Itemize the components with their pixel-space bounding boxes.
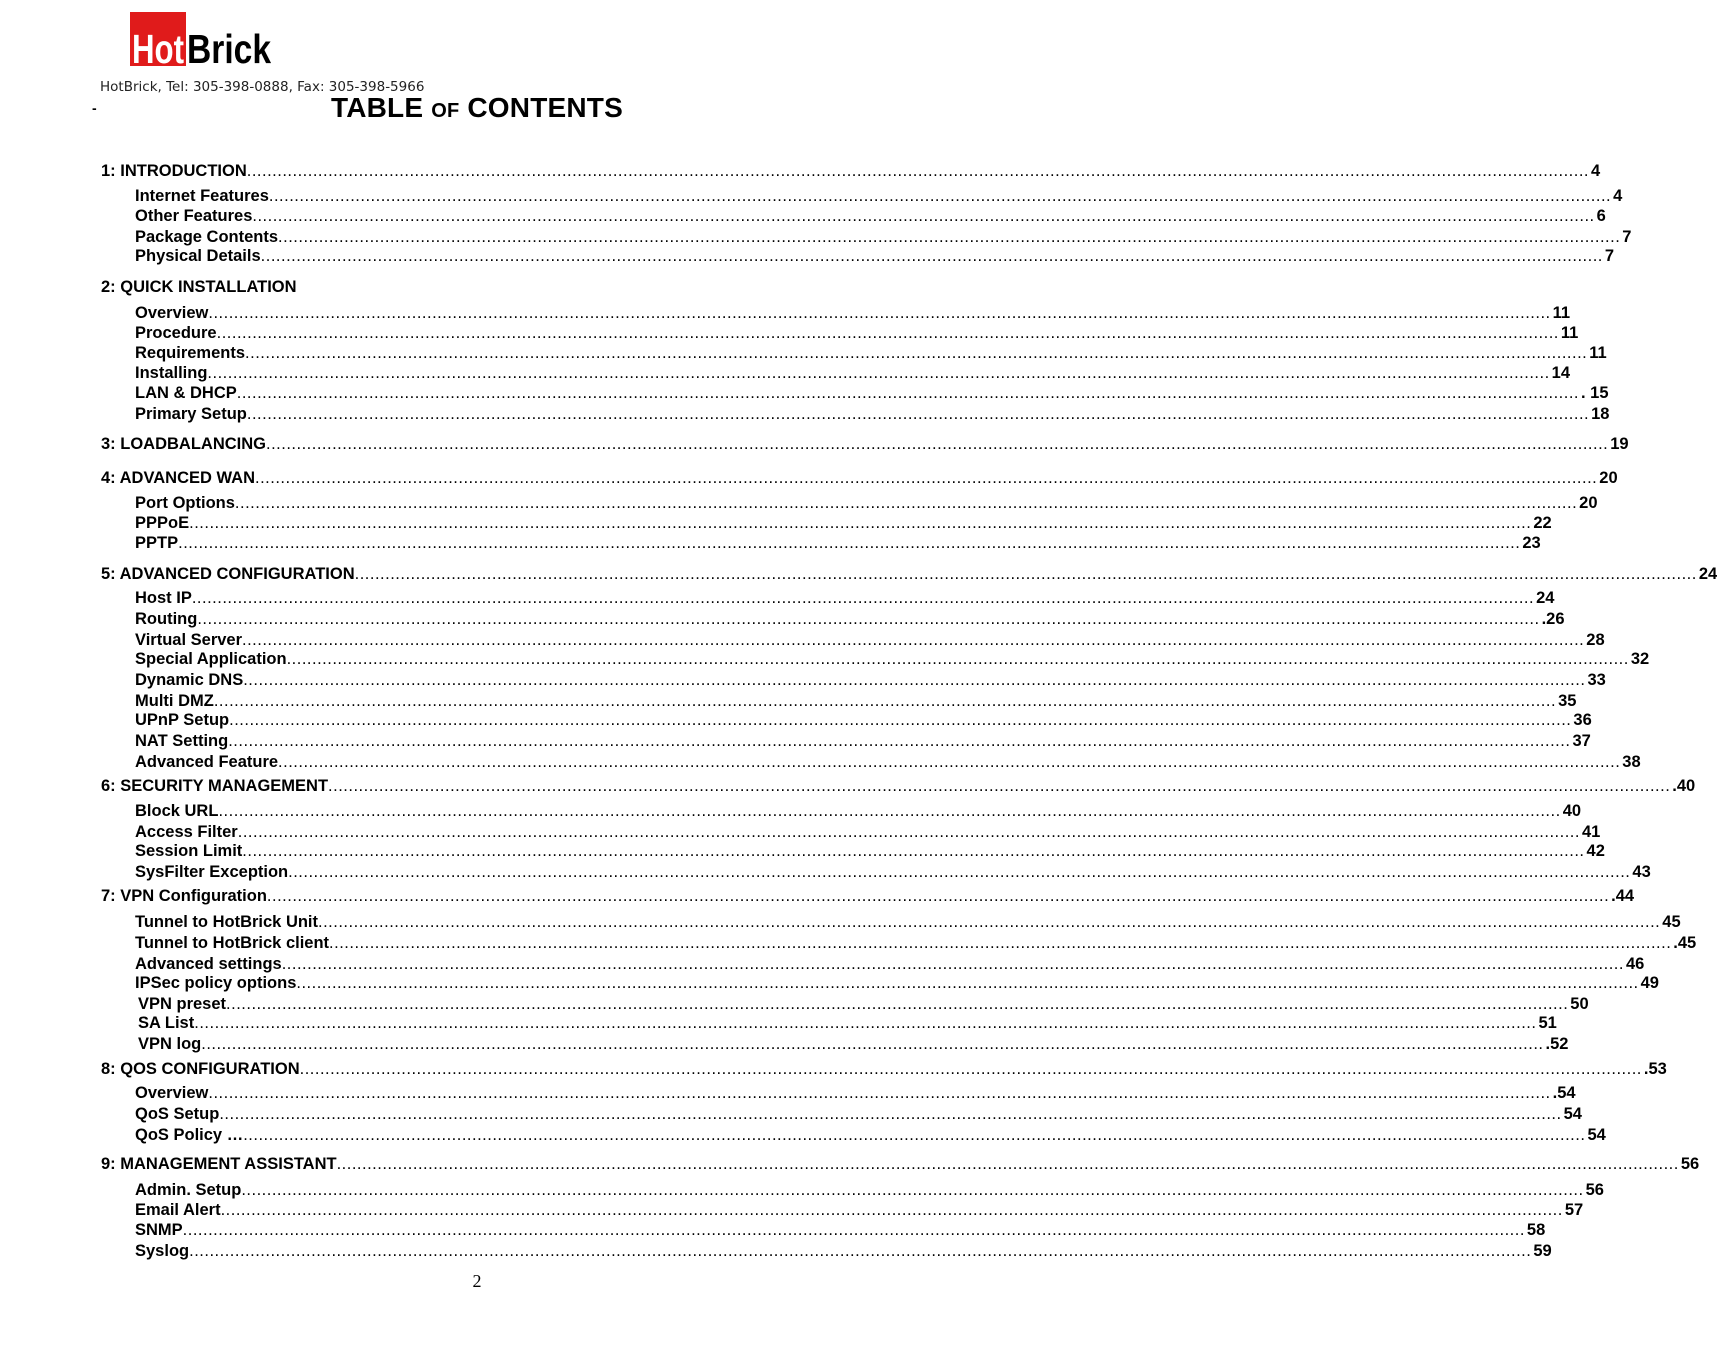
toc-section-entry[interactable] <box>135 1241 1552 1261</box>
toc-section-entry[interactable] <box>135 1104 1582 1124</box>
toc-entry-label: LAN & DHCP <box>135 384 237 402</box>
toc-entry-label: NAT Setting <box>135 732 229 750</box>
toc-section-entry[interactable] <box>138 1034 1569 1054</box>
toc-dot-leader <box>183 1220 1525 1240</box>
toc-section-entry[interactable] <box>135 630 1605 650</box>
toc-chapter-entry[interactable] <box>101 277 313 297</box>
toc-entry-page: .44 <box>1611 887 1635 905</box>
toc-dot-leader <box>355 564 1697 584</box>
toc-entry-label: 4: ADVANCED WAN <box>101 469 256 487</box>
toc-entry-label: Package Contents <box>135 228 279 246</box>
toc-section-entry[interactable] <box>135 186 1623 206</box>
toc-dot-leader <box>328 776 1670 796</box>
toc-entry-label: Other Features <box>135 207 253 225</box>
toc-entry-page: 11 <box>1552 304 1571 322</box>
toc-dot-leader <box>242 841 1584 861</box>
toc-section-entry[interactable] <box>135 246 1615 266</box>
toc-dot-leader <box>243 670 1585 690</box>
toc-entry-label: Requirements <box>135 344 246 362</box>
toc-section-entry[interactable] <box>135 343 1607 363</box>
toc-entry-page: 56 <box>1585 1181 1604 1199</box>
toc-dot-leader <box>229 710 1571 730</box>
contact-line: HotBrick, Tel: 305-398-0888, Fax: 305-398-5966 <box>100 79 425 95</box>
toc-section-entry[interactable] <box>135 841 1605 861</box>
toc-section-entry[interactable] <box>135 363 1571 383</box>
toc-dot-leader <box>287 649 1629 669</box>
toc-entry-label: VPN log <box>138 1035 202 1053</box>
toc-entry-label: SysFilter Exception <box>135 863 289 881</box>
toc-entry-page: 56 <box>1680 1155 1700 1173</box>
toc-dot-leader <box>266 434 1608 454</box>
toc-entry-label: 7: VPN Configuration <box>101 887 267 905</box>
toc-entry-label: PPPoE <box>135 514 190 532</box>
toc-entry-label: Tunnel to HotBrick client <box>135 934 330 952</box>
toc-section-entry[interactable] <box>135 649 1650 669</box>
toc-chapter-entry[interactable] <box>101 776 1696 796</box>
toc-entry-label: Syslog <box>135 1242 190 1260</box>
toc-entry-label: Block URL <box>135 802 219 820</box>
toc-entry-page: 7 <box>1604 247 1615 265</box>
toc-dot-leader <box>267 886 1609 906</box>
logo-text-hot: Hot <box>132 26 185 72</box>
toc-entry-label: Overview <box>135 304 209 322</box>
toc-entry-label: Installing <box>135 364 208 382</box>
toc-entry-label: PPTP <box>135 534 179 552</box>
toc-section-entry[interactable] <box>135 323 1579 343</box>
toc-dot-leader <box>214 691 1556 711</box>
toc-entry-page: 4 <box>1591 162 1601 180</box>
toc-entry-label: SA List <box>138 1014 195 1032</box>
toc-dot-leader <box>278 752 1620 772</box>
toc-section-entry[interactable] <box>138 994 1589 1014</box>
toc-section-entry[interactable] <box>138 1013 1557 1033</box>
toc-entry-page: .53 <box>1643 1060 1667 1078</box>
toc-entry-page: 43 <box>1632 863 1651 881</box>
toc-entry-label: VPN preset <box>138 995 227 1013</box>
toc-section-entry[interactable] <box>135 822 1601 842</box>
toc-entry-page: 40 <box>1562 802 1582 820</box>
toc-entry-label: 5: ADVANCED CONFIGURATION <box>101 565 355 583</box>
toc-dot-leader <box>194 1013 1536 1033</box>
toc-entry-page: 11 <box>1560 324 1579 342</box>
toc-entry-label: Session Limit <box>135 842 243 860</box>
toc-dot-leader <box>247 161 1589 181</box>
toc-entry-label: Dynamic DNS <box>135 671 244 689</box>
toc-entry-page: 22 <box>1533 514 1552 532</box>
toc-entry-label: QoS Policy … <box>135 1126 244 1144</box>
toc-entry-page: 58 <box>1526 1221 1546 1239</box>
toc-entry-page: 59 <box>1533 1242 1552 1260</box>
toc-dot-leader <box>207 363 1549 383</box>
toc-entry-label: 1: INTRODUCTION <box>101 162 247 180</box>
toc-dot-leader <box>329 933 1671 953</box>
toc-entry-page: 24 <box>1698 565 1717 583</box>
toc-entry-label: Special Application <box>135 650 287 668</box>
toc-entry-page: 57 <box>1564 1201 1584 1219</box>
toc-chapter-entry[interactable] <box>101 434 1629 454</box>
toc-entry-label: Email Alert <box>135 1201 221 1219</box>
toc-section-entry[interactable] <box>135 933 1697 953</box>
toc-entry-page: 37 <box>1572 732 1591 750</box>
toc-dot-leader <box>228 731 1570 751</box>
toc-dot-leader <box>226 994 1568 1014</box>
toc-entry-page: 4 <box>1613 187 1623 205</box>
toc-entry-label: 2: QUICK INSTALLATION <box>101 278 297 296</box>
toc-section-entry[interactable] <box>135 691 1577 711</box>
toc-dot-leader <box>208 303 1550 323</box>
toc-entry-page: 49 <box>1640 974 1659 992</box>
toc-dot-leader <box>245 343 1587 363</box>
toc-section-entry[interactable] <box>135 303 1571 323</box>
toc-chapter-entry[interactable] <box>101 1154 1700 1174</box>
toc-dot-leader <box>255 468 1597 488</box>
toc-dot-leader <box>218 801 1560 821</box>
toc-entry-label: Physical Details <box>135 247 261 265</box>
toc-entry-page: .45 <box>1673 934 1697 952</box>
toc-entry-label: 8: QOS CONFIGURATION <box>101 1060 300 1078</box>
toc-entry-page: 45 <box>1662 913 1681 931</box>
toc-entry-label: 6: SECURITY MANAGEMENT <box>101 777 329 795</box>
toc-section-entry[interactable] <box>135 1180 1604 1200</box>
toc-section-entry[interactable] <box>135 731 1591 751</box>
toc-dot-leader <box>278 227 1620 247</box>
toc-section-entry[interactable] <box>135 912 1681 932</box>
toc-dot-leader <box>247 404 1589 424</box>
toc-entry-page: 33 <box>1587 671 1606 689</box>
toc-entry-page: 20 <box>1579 494 1598 512</box>
toc-dot-leader <box>237 383 1579 403</box>
toc-entry-page: 11 <box>1589 344 1607 362</box>
title-part-2: CONTENTS <box>459 92 623 123</box>
toc-entry-label: QoS Setup <box>135 1105 220 1123</box>
toc-entry-label: Virtual Server <box>135 631 243 649</box>
toc-dot-leader <box>261 246 1603 266</box>
toc-dot-leader <box>197 609 1539 629</box>
toc-dot-leader <box>252 206 1594 226</box>
toc-entry-page: .54 <box>1552 1084 1576 1102</box>
toc-dot-leader <box>296 973 1638 993</box>
toc-section-entry[interactable] <box>135 1200 1584 1220</box>
toc-dot-leader <box>241 1180 1583 1200</box>
toc-dot-leader <box>192 588 1534 608</box>
toc-entry-label: Host IP <box>135 589 192 607</box>
toc-dot-leader <box>318 912 1660 932</box>
toc-entry-page: 42 <box>1586 842 1605 860</box>
toc-entry-label: Port Options <box>135 494 235 512</box>
toc-section-entry[interactable] <box>135 710 1592 730</box>
toc-entry-page: 19 <box>1610 435 1629 453</box>
toc-entry-label: Advanced settings <box>135 955 282 973</box>
toc-entry-page: 36 <box>1573 711 1592 729</box>
toc-entry-page: . 15 <box>1581 384 1609 402</box>
toc-dot-leader <box>300 1059 1642 1079</box>
toc-entry-page: 54 <box>1563 1105 1582 1123</box>
title-part-of: OF <box>431 100 460 122</box>
toc-entry-page: .40 <box>1672 777 1696 795</box>
logo-text-brick: Brick <box>187 26 272 72</box>
toc-section-entry[interactable] <box>135 383 1609 403</box>
toc-entry-page: 54 <box>1587 1126 1606 1144</box>
toc-dot-leader <box>288 862 1630 882</box>
toc-entry-page: 28 <box>1586 631 1605 649</box>
toc-section-entry[interactable] <box>135 227 1632 247</box>
toc-entry-page: 50 <box>1570 995 1589 1013</box>
toc-entry-label: Admin. Setup <box>135 1181 242 1199</box>
toc-section-entry[interactable] <box>135 1125 1606 1145</box>
toc-section-entry[interactable] <box>135 206 1606 226</box>
toc-section-entry[interactable] <box>135 752 1641 772</box>
toc-section-entry[interactable] <box>135 954 1645 974</box>
toc-section-entry[interactable] <box>135 1083 1576 1103</box>
toc-entry-label: Multi DMZ <box>135 692 214 710</box>
toc-entry-label: Primary Setup <box>135 405 247 423</box>
toc-chapter-entry[interactable] <box>101 886 1635 906</box>
toc-section-entry[interactable] <box>135 862 1651 882</box>
toc-section-entry[interactable] <box>135 1220 1546 1240</box>
toc-chapter-entry[interactable] <box>101 161 1601 181</box>
toc-entry-page: 7 <box>1622 228 1632 246</box>
toc-chapter-entry[interactable] <box>101 1059 1667 1079</box>
toc-entry-label: Routing <box>135 610 198 628</box>
toc-dot-leader <box>219 1104 1561 1124</box>
toc-entry-page: .52 <box>1545 1035 1569 1053</box>
toc-dot-leader <box>242 630 1584 650</box>
title-part-1: TABLE <box>330 92 432 123</box>
toc-entry-page: 51 <box>1538 1014 1557 1032</box>
toc-entry-page: 41 <box>1581 823 1601 841</box>
toc-dot-leader <box>178 533 1520 553</box>
toc-dot-leader <box>189 1241 1531 1261</box>
toc-entry-page: 35 <box>1558 692 1577 710</box>
toc-dot-leader <box>238 822 1580 842</box>
toc-dot-leader <box>235 493 1577 513</box>
toc-entry-page: 46 <box>1625 955 1645 973</box>
toc-entry-page: .26 <box>1541 610 1565 628</box>
toc-dot-leader <box>221 1200 1563 1220</box>
toc-section-entry[interactable] <box>135 588 1555 608</box>
toc-dot-leader <box>243 1125 1585 1145</box>
toc-dot-leader <box>208 1083 1550 1103</box>
toc-section-entry[interactable] <box>135 801 1582 821</box>
toc-dot-leader <box>282 954 1624 974</box>
toc-entry-label: Procedure <box>135 324 217 342</box>
toc-entry-page: 23 <box>1522 534 1541 552</box>
toc-entry-label: Access Filter <box>135 823 238 841</box>
toc-entry-page: 32 <box>1630 650 1650 668</box>
toc-entry-page: 38 <box>1622 753 1641 771</box>
toc-entry-label: SNMP <box>135 1221 183 1239</box>
toc-entry-label: UPnP Setup <box>135 711 230 729</box>
toc-entry-page: 18 <box>1591 405 1610 423</box>
toc-section-entry[interactable] <box>135 493 1598 513</box>
toc-entry-label: 3: LOADBALANCING <box>101 435 266 453</box>
toc-entry-label: Internet Features <box>135 187 269 205</box>
toc-dot-leader <box>269 186 1611 206</box>
toc-section-entry[interactable] <box>135 609 1565 629</box>
page-number: 2 <box>472 1271 482 1291</box>
toc-section-entry[interactable] <box>135 533 1541 553</box>
toc-entry-page: 14 <box>1551 364 1571 382</box>
toc-section-entry[interactable] <box>135 973 1659 993</box>
toc-dot-leader <box>217 323 1559 343</box>
toc-dot-leader <box>201 1034 1543 1054</box>
toc-section-entry[interactable] <box>135 513 1552 533</box>
toc-dot-leader <box>337 1154 1679 1174</box>
toc-chapter-entry[interactable] <box>101 564 1717 584</box>
toc-entry-page: 6 <box>1596 207 1606 225</box>
toc-dot-leader <box>189 513 1531 533</box>
bullet-mark: - <box>92 100 97 116</box>
toc-entry-label: IPSec policy options <box>135 974 297 992</box>
toc-entry-label: Advanced Feature <box>135 753 279 771</box>
toc-section-entry[interactable] <box>135 670 1606 690</box>
toc-section-entry[interactable] <box>135 404 1610 424</box>
toc-entry-label: Overview <box>135 1084 209 1102</box>
toc-entry-label: Tunnel to HotBrick Unit <box>135 913 319 931</box>
toc-entry-page: 24 <box>1536 589 1555 607</box>
toc-chapter-entry[interactable] <box>101 468 1618 488</box>
toc-entry-label: 9: MANAGEMENT ASSISTANT <box>101 1155 337 1173</box>
toc-entry-page: 20 <box>1599 469 1618 487</box>
